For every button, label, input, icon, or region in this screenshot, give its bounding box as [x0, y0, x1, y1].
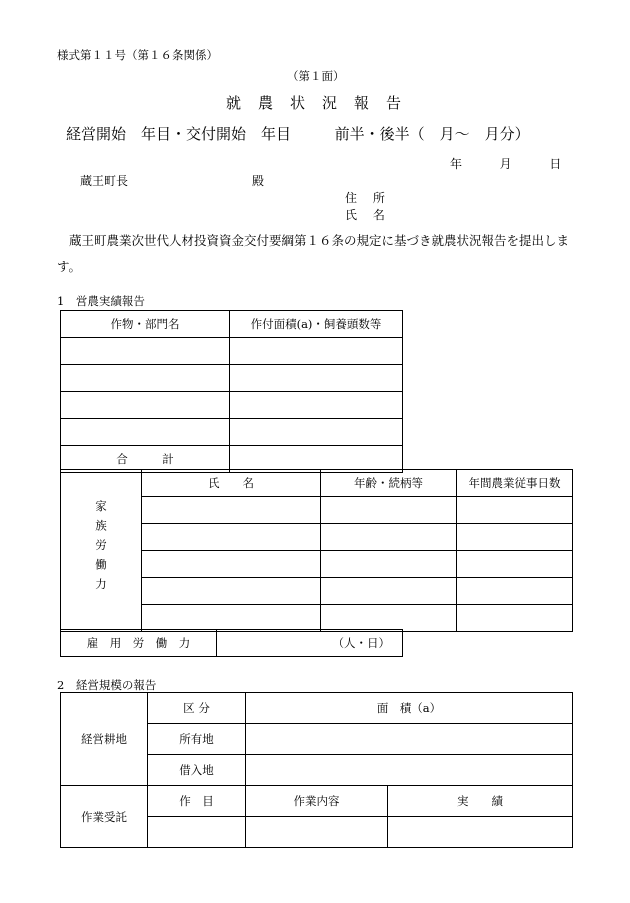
table-row — [61, 338, 403, 365]
age-cell[interactable] — [321, 524, 457, 551]
kubun-header: 区 分 — [148, 693, 246, 724]
days-cell[interactable] — [457, 497, 573, 524]
work-item-header: 作 目 — [148, 786, 246, 817]
age-cell[interactable] — [321, 497, 457, 524]
area-cell[interactable] — [230, 392, 403, 419]
age-cell[interactable] — [321, 551, 457, 578]
section2-heading: 2 経営規模の報告 — [57, 678, 157, 692]
age-cell[interactable] — [321, 605, 457, 632]
menseki-header: 面 積（a） — [246, 693, 573, 724]
days-cell[interactable] — [457, 551, 573, 578]
date-line — [450, 155, 561, 172]
work-content-header: 作業内容 — [246, 786, 388, 817]
work-item-cell[interactable] — [148, 817, 246, 848]
owned-area-cell[interactable] — [246, 724, 573, 755]
name-col-header: 氏 名 — [142, 470, 321, 497]
name-cell[interactable] — [142, 551, 321, 578]
age-cell[interactable] — [321, 578, 457, 605]
body-text: 蔵王町農業次世代人材投資資金交付要綱第１６条の規定に基づき就農状況報告を提出します。 — [57, 233, 570, 274]
hired-labor-label: 雇 用 労 働 力 — [61, 630, 217, 657]
work-result-header: 実 績 — [388, 786, 573, 817]
name-label: 氏 名 — [345, 208, 391, 222]
age-col-header: 年齢・続柄等 — [321, 470, 457, 497]
section1-heading: 1 営農実績報告 — [57, 294, 145, 308]
crop-cell[interactable] — [61, 419, 230, 446]
work-result-cell[interactable] — [388, 817, 573, 848]
days-cell[interactable] — [457, 578, 573, 605]
period-start: 経営開始 年目・交付開始 年目 — [66, 125, 292, 143]
table-row — [61, 365, 403, 392]
name-cell[interactable] — [142, 524, 321, 551]
date-day: 日 — [549, 157, 562, 171]
form-number: 様式第１１号（第１６条関係） — [57, 48, 218, 62]
period-half: 前半・後半（ 月～ 月分） — [334, 125, 530, 143]
total-label: 合 計 — [61, 446, 230, 473]
name-cell[interactable] — [142, 497, 321, 524]
land-label: 経営耕地 — [61, 693, 148, 786]
days-cell[interactable] — [457, 524, 573, 551]
hired-labor-cell[interactable] — [217, 630, 403, 657]
area-cell[interactable] — [230, 338, 403, 365]
address-label: 住 所 — [345, 191, 391, 205]
family-labor-table — [60, 469, 573, 632]
name-cell[interactable] — [142, 578, 321, 605]
period-line — [66, 123, 530, 144]
days-col-header: 年間農業従事日数 — [457, 470, 573, 497]
leased-area-cell[interactable] — [246, 755, 573, 786]
date-year: 年 — [450, 157, 463, 171]
crop-col-header: 作物・部門名 — [61, 311, 230, 338]
area-col-header: 作付面積(a)・飼養頭数等 — [230, 311, 403, 338]
crop-cell[interactable] — [61, 338, 230, 365]
date-month: 月 — [499, 157, 512, 171]
addressee-honorific: 殿 — [252, 174, 265, 188]
name-cell[interactable] — [142, 605, 321, 632]
table-row — [61, 419, 403, 446]
area-cell[interactable] — [230, 419, 403, 446]
work-label: 作業受託 — [61, 786, 148, 848]
crop-cell[interactable] — [61, 392, 230, 419]
scale-table — [60, 692, 573, 848]
owned-label: 所有地 — [148, 724, 246, 755]
work-content-cell[interactable] — [246, 817, 388, 848]
table-row — [61, 392, 403, 419]
family-labor-side-label: 家族労働力 — [61, 470, 142, 632]
hired-labor-unit: （人・日） — [332, 636, 390, 650]
crop-cell[interactable] — [61, 365, 230, 392]
hired-labor-table — [60, 629, 403, 657]
days-cell[interactable] — [457, 605, 573, 632]
page-title: 就農状況報告 — [225, 94, 418, 112]
addressee: 蔵王町長 — [80, 174, 129, 188]
crop-table — [60, 310, 403, 473]
leased-label: 借入地 — [148, 755, 246, 786]
page-number: （第１面） — [287, 69, 345, 83]
area-cell[interactable] — [230, 365, 403, 392]
